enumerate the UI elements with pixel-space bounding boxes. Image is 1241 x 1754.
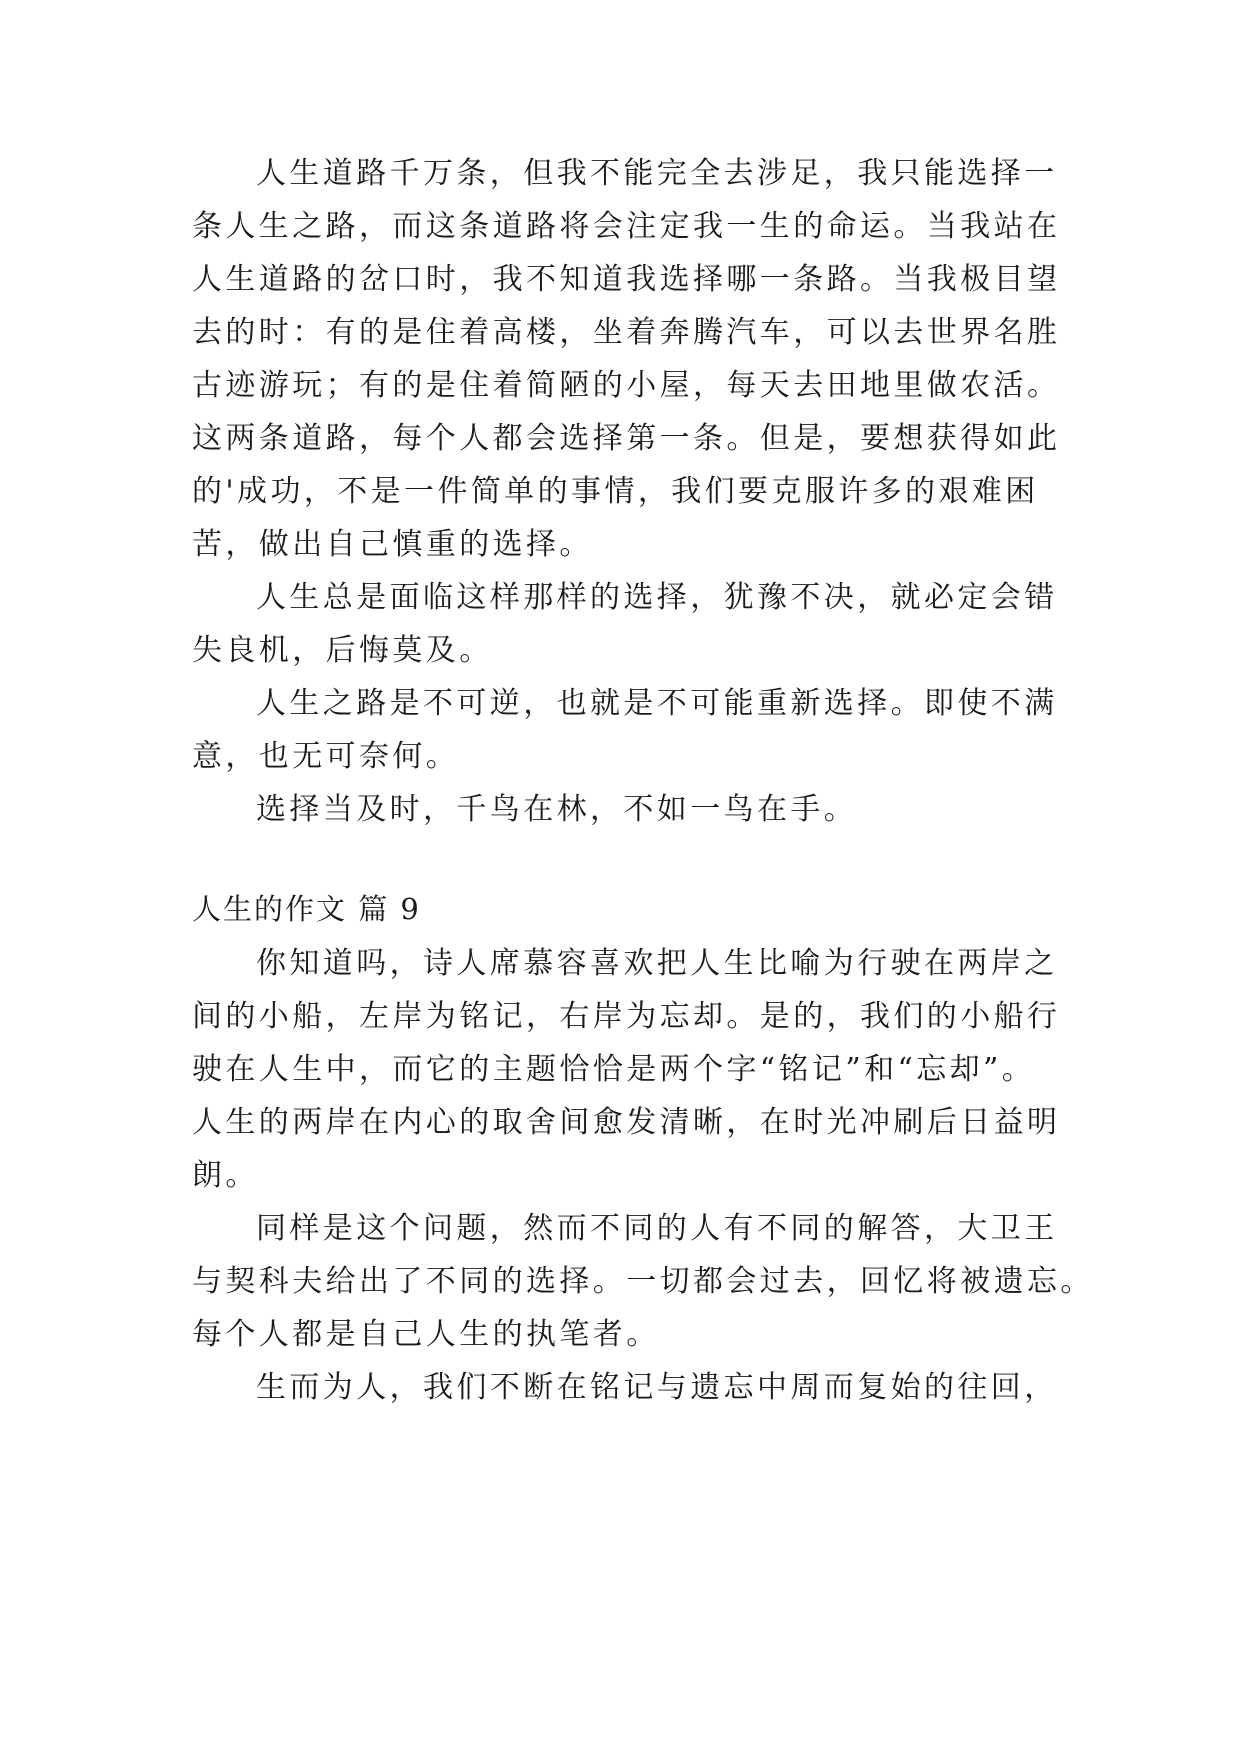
text-line: 去的时：有的是住着高楼，坐着奔腾汽车，可以去世界名胜 [192, 315, 1061, 350]
text-line: 朗。 [192, 1158, 259, 1193]
text-line: 的'成功，不是一件简单的事情，我们要克服许多的艰难困 [192, 474, 1039, 509]
text-line: 人生之路是不可逆，也就是不可能重新选择。即使不满 [256, 686, 1058, 721]
text-line: 同样是这个问题，然而不同的人有不同的解答，大卫王 [256, 1211, 1058, 1246]
text-line: 人生总是面临这样那样的选择，犹豫不决，就必定会错 [256, 580, 1058, 615]
text-line: 失良机，后悔莫及。 [192, 633, 493, 668]
text-line: 意，也无可奈何。 [192, 739, 460, 774]
text-line: 人生道路的岔口时，我不知道我选择哪一条路。当我极目望 [192, 262, 1061, 297]
text-line: 与契科夫给出了不同的选择。一切都会过去，回忆将被遗忘。 [192, 1264, 1094, 1299]
text-line: 人生道路千万条，但我不能完全去涉足，我只能选择一 [256, 156, 1058, 191]
text-line: 每个人都是自己人生的执笔者。 [192, 1317, 660, 1352]
text-line: 古迹游玩；有的是住着简陋的小屋，每天去田地里做农活。 [192, 368, 1061, 403]
text-line: 苦，做出自己慎重的选择。 [192, 527, 593, 562]
text-line: 间的小船，左岸为铭记，右岸为忘却。是的，我们的小船行 [192, 999, 1061, 1034]
text-line: 驶在人生中，而它的主题恰恰是两个字“铭记”和“忘却”。 [192, 1052, 1036, 1087]
text-line: 条人生之路，而这条道路将会注定我一生的命运。当我站在 [192, 209, 1061, 244]
text-line: 生而为人，我们不断在铭记与遗忘中周而复始的往回， [256, 1370, 1058, 1405]
text-line: 人生的两岸在内心的取舍间愈发清晰，在时光冲刷后日益明 [192, 1105, 1061, 1140]
text-line: 这两条道路，每个人都会选择第一条。但是，要想获得如此 [192, 421, 1061, 456]
text-line: 选择当及时，千鸟在林，不如一鸟在手。 [256, 792, 858, 827]
section-heading: 人生的作文 篇 9 [192, 892, 421, 926]
text-line: 你知道吗，诗人席慕容喜欢把人生比喻为行驶在两岸之 [256, 946, 1058, 981]
